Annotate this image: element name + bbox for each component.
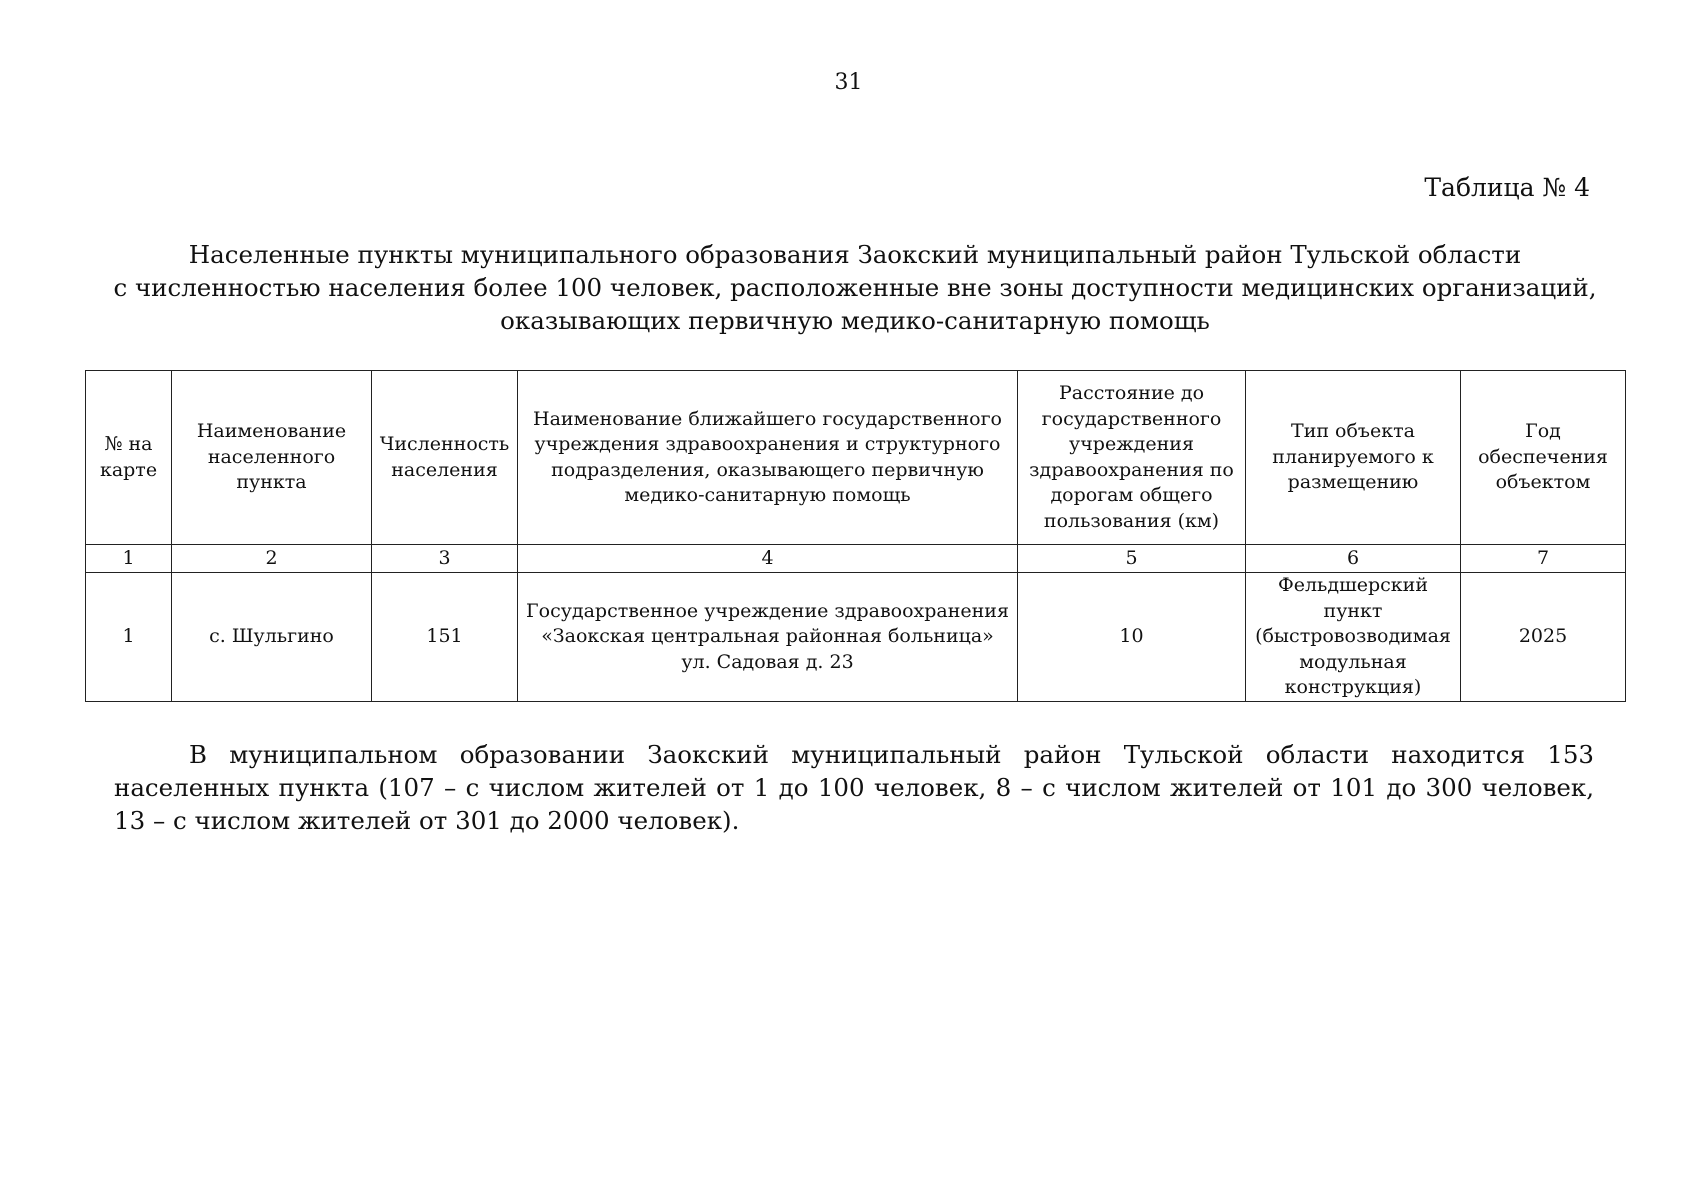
institution-address: ул. Садовая д. 23 bbox=[681, 650, 854, 673]
table-row bbox=[86, 573, 1626, 702]
cell-distance: 10 bbox=[1018, 573, 1246, 702]
document-title bbox=[85, 238, 1625, 337]
table-header-row bbox=[86, 371, 1626, 545]
table-label: Таблица № 4 bbox=[1424, 173, 1590, 202]
body-paragraph: В муниципальном образовании Заокский муниципальный район Тульской области находится 153 населенных пункта (107 – с числом жителей от 1 до 100 человек, 8 – с числом жителей от 101 до 300 человек, 13 – с числом жителей от 301 до 2000 человек). bbox=[114, 740, 1594, 835]
cell-year: 2025 bbox=[1461, 573, 1626, 702]
cell-settlement-name: с. Шульгино bbox=[172, 573, 372, 702]
column-number: 3 bbox=[372, 545, 518, 573]
column-number: 7 bbox=[1461, 545, 1626, 573]
cell-object-type: Фельдшерский пункт (быстровозводимая модульная конструкция) bbox=[1246, 573, 1461, 702]
cell-institution bbox=[518, 573, 1018, 702]
header-distance: Расстояние до государственного учреждения здравоохранения по дорогам общего пользования (км) bbox=[1018, 371, 1246, 545]
column-number: 6 bbox=[1246, 545, 1461, 573]
header-map-number: № на карте bbox=[86, 371, 172, 545]
header-settlement-name: Наименование населенного пункта bbox=[172, 371, 372, 545]
column-number: 5 bbox=[1018, 545, 1246, 573]
title-line-3: оказывающих первичную медико-санитарную помощь bbox=[500, 306, 1210, 335]
header-year: Год обеспечения объектом bbox=[1461, 371, 1626, 545]
title-line-2: с численностью населения более 100 человек, расположенные вне зоны доступности медицинских организаций, bbox=[113, 273, 1597, 302]
column-number-row bbox=[86, 545, 1626, 573]
page-number: 31 bbox=[834, 70, 863, 95]
column-number: 4 bbox=[518, 545, 1018, 573]
header-institution: Наименование ближайшего государственного учреждения здравоохранения и структурного подразделения, оказывающего первичную медико-санитарную помощь bbox=[518, 371, 1018, 545]
title-line-1: Населенные пункты муниципального образования Заокский муниципальный район Тульской области bbox=[188, 240, 1522, 269]
institution-name-line: Государственное учреждение здравоохранения bbox=[526, 599, 1009, 622]
institution-name-line: «Заокская центральная районная больница» bbox=[541, 625, 994, 648]
column-number: 1 bbox=[86, 545, 172, 573]
header-object-type: Тип объекта планируемого к размещению bbox=[1246, 371, 1461, 545]
column-number: 2 bbox=[172, 545, 372, 573]
settlements-table bbox=[85, 370, 1626, 702]
cell-map-number: 1 bbox=[86, 573, 172, 702]
cell-population: 151 bbox=[372, 573, 518, 702]
header-population: Численность населения bbox=[372, 371, 518, 545]
